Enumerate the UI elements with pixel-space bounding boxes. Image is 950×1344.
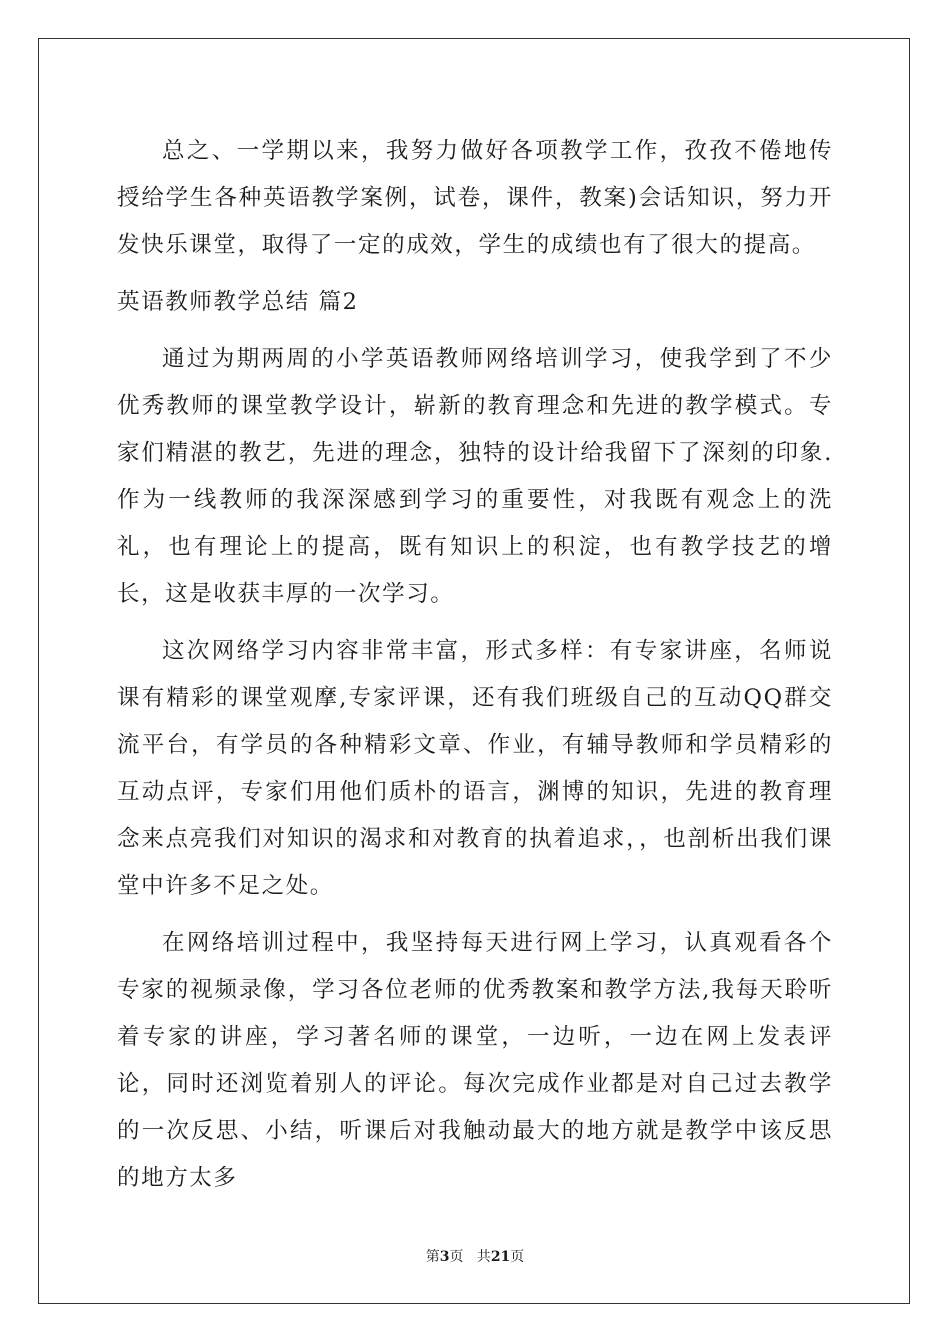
document-body xyxy=(117,128,833,1212)
body-paragraph: 总之、一学期以来，我努力做好各项教学工作，孜孜不倦地传授给学生各种英语教学案例，试卷，课件，教案)会话知识，努力开发快乐课堂，取得了一定的成效，学生的成绩也有了很大的提高。 xyxy=(117,138,833,258)
footer-middle: 页 共 xyxy=(449,1249,491,1265)
footer-prefix: 第 xyxy=(425,1249,440,1265)
section-heading: 英语教师教学总结 篇2 xyxy=(117,289,359,315)
total-page-count: 21 xyxy=(490,1249,511,1265)
body-paragraph: 这次网络学习内容非常丰富，形式多样：有专家讲座，名师说课有精彩的课堂观摩,专家评课，还有我们班级自己的互动QQ群交流平台，有学员的各种精彩文章、作业，有辅导教师和学员精彩的互动点评，专家们用他们质朴的语言，渊博的知识，先进的教育理念来点亮我们对知识的渴求和对教育的执着追求，，也剖析出我们课堂中许多不足之处。 xyxy=(117,638,833,899)
current-page-number: 3 xyxy=(439,1249,450,1265)
body-paragraph: 在网络培训过程中，我坚持每天进行网上学习，认真观看各个专家的视频录像，学习各位老师的优秀教案和教学方法,我每天聆听着专家的讲座，学习著名师的课堂，一边听，一边在网上发表评论，同时还浏览着别人的评论。每次完成作业都是对自己过去教学的一次反思、小结，听课后对我触动最大的地方就是教学中该反思的地方太多 xyxy=(117,930,833,1191)
footer-suffix: 页 xyxy=(510,1249,525,1265)
page-footer xyxy=(0,1246,950,1266)
body-paragraph: 通过为期两周的小学英语教师网络培训学习，使我学到了不少优秀教师的课堂教学设计，崭新的教育理念和先进的教学模式。专家们精湛的教艺，先进的理念，独特的设计给我留下了深刻的印象.作为一线教师的我深深感到学习的重要性，对我既有观念上的洗礼，也有理论上的提高，既有知识上的积淀，也有教学技艺的增长，这是收获丰厚的一次学习。 xyxy=(117,346,833,607)
